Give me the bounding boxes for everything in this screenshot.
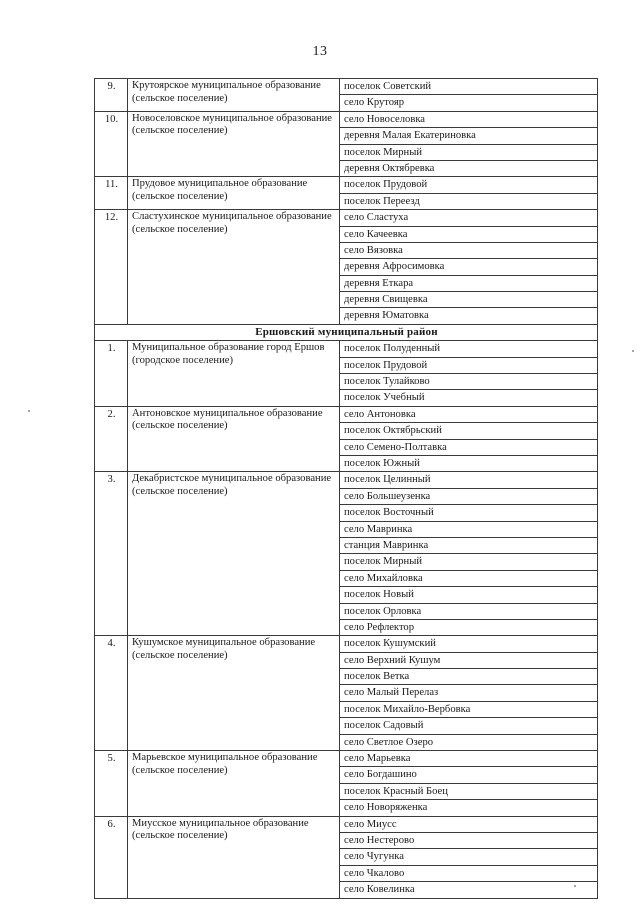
settlement-name: деревня Юматовка — [340, 308, 598, 324]
table-row — [95, 79, 598, 95]
settlement-name: поселок Михайло-Вербовка — [340, 701, 598, 717]
municipal-entity-name: Кушумское муниципальное образование (сельское поселение) — [128, 636, 340, 751]
settlement-name: поселок Тулайково — [340, 374, 598, 390]
settlement-name: село Новоряженка — [340, 800, 598, 816]
settlement-name: село Михайловка — [340, 570, 598, 586]
district-header-row — [95, 324, 598, 340]
entity-number: 10. — [95, 111, 128, 177]
scan-speck — [632, 350, 634, 352]
settlement-name: село Мавринка — [340, 521, 598, 537]
settlement-name: село Малый Перелаз — [340, 685, 598, 701]
settlement-name: поселок Кушумский — [340, 636, 598, 652]
settlement-name: поселок Ветка — [340, 669, 598, 685]
scan-speck — [28, 410, 30, 412]
settlement-name: поселок Орловка — [340, 603, 598, 619]
municipal-entity-name: Миусское муниципальное образование (сельское поселение) — [128, 816, 340, 898]
settlement-name: поселок Переезд — [340, 193, 598, 209]
municipal-entity-name: Антоновское муниципальное образование (сельское поселение) — [128, 406, 340, 472]
municipal-entity-name: Сластухинское муниципальное образование (сельское поселение) — [128, 210, 340, 325]
settlement-name: село Миусс — [340, 816, 598, 832]
settlement-name: поселок Южный — [340, 455, 598, 471]
municipal-entity-name: Новоселовское муниципальное образование (сельское поселение) — [128, 111, 340, 177]
table-row — [95, 472, 598, 488]
settlement-name: станция Мавринка — [340, 537, 598, 553]
settlement-name: село Нестерово — [340, 832, 598, 848]
settlement-name: поселок Мирный — [340, 554, 598, 570]
municipal-registry-table — [94, 78, 598, 899]
municipal-entity-name: Марьевское муниципальное образование (сельское поселение) — [128, 751, 340, 817]
settlement-name: деревня Афросимовка — [340, 259, 598, 275]
entity-number: 11. — [95, 177, 128, 210]
entity-number: 12. — [95, 210, 128, 325]
table-row — [95, 406, 598, 422]
table-row — [95, 111, 598, 127]
settlement-name: поселок Садовый — [340, 718, 598, 734]
page-number: 13 — [312, 44, 328, 59]
settlement-name: поселок Учебный — [340, 390, 598, 406]
entity-number: 3. — [95, 472, 128, 636]
table-row — [95, 177, 598, 193]
registry-body — [95, 79, 598, 899]
entity-number: 4. — [95, 636, 128, 751]
settlement-name: село Антоновка — [340, 406, 598, 422]
settlement-name: поселок Красный Боец — [340, 783, 598, 799]
settlement-name: поселок Советский — [340, 79, 598, 95]
table-row — [95, 341, 598, 357]
settlement-name: село Светлое Озеро — [340, 734, 598, 750]
settlement-name: село Сластуха — [340, 210, 598, 226]
settlement-name: поселок Прудовой — [340, 177, 598, 193]
entity-number: 9. — [95, 79, 128, 112]
municipal-entity-name: Декабристское муниципальное образование (сельское поселение) — [128, 472, 340, 636]
settlement-name: село Чугунка — [340, 849, 598, 865]
table-row — [95, 210, 598, 226]
settlement-name: поселок Целинный — [340, 472, 598, 488]
settlement-name: деревня Октябревка — [340, 160, 598, 176]
settlement-name: село Качеевка — [340, 226, 598, 242]
settlement-name: деревня Малая Екатериновка — [340, 128, 598, 144]
settlement-name: село Крутояр — [340, 95, 598, 111]
settlement-name: село Семено-Полтавка — [340, 439, 598, 455]
table-row — [95, 751, 598, 767]
scan-speck — [574, 885, 576, 887]
settlement-name: поселок Прудовой — [340, 357, 598, 373]
table-row — [95, 636, 598, 652]
municipal-entity-name: Муниципальное образование город Ершов (городское поселение) — [128, 341, 340, 407]
settlement-name: село Рефлектор — [340, 619, 598, 635]
municipal-entity-name: Прудовое муниципальное образование (сельское поселение) — [128, 177, 340, 210]
settlement-name: село Большеузенка — [340, 488, 598, 504]
settlement-name: поселок Полуденный — [340, 341, 598, 357]
settlement-name: деревня Еткара — [340, 275, 598, 291]
settlement-name: село Вязовка — [340, 242, 598, 258]
settlement-name: село Новоселовка — [340, 111, 598, 127]
settlement-name: деревня Свищевка — [340, 292, 598, 308]
entity-number: 6. — [95, 816, 128, 898]
municipal-entity-name: Крутоярское муниципальное образование (сельское поселение) — [128, 79, 340, 112]
entity-number: 5. — [95, 751, 128, 817]
settlement-name: поселок Октябрьский — [340, 423, 598, 439]
settlement-name: поселок Новый — [340, 587, 598, 603]
entity-number: 2. — [95, 406, 128, 472]
district-title: Ершовский муниципальный район — [95, 324, 598, 340]
settlement-name: село Верхний Кушум — [340, 652, 598, 668]
settlement-name: село Ковелинка — [340, 882, 598, 898]
settlement-name: поселок Мирный — [340, 144, 598, 160]
entity-number: 1. — [95, 341, 128, 407]
settlement-name: село Марьевка — [340, 751, 598, 767]
settlement-name: село Чкалово — [340, 865, 598, 881]
settlement-name: село Богдашино — [340, 767, 598, 783]
table-row — [95, 816, 598, 832]
settlement-name: поселок Восточный — [340, 505, 598, 521]
